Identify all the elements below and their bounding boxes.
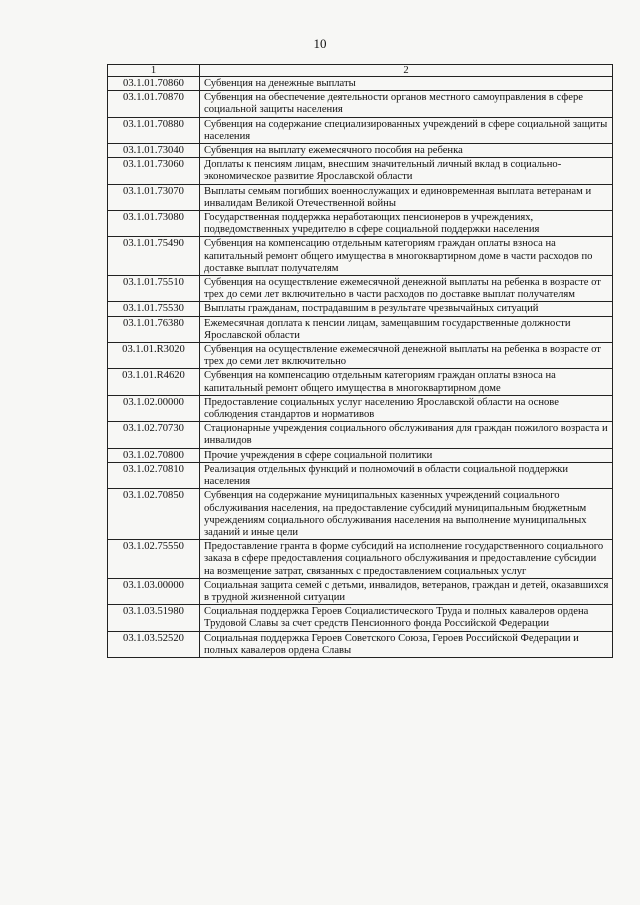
- table-row: [108, 489, 613, 540]
- table-row: [108, 276, 613, 302]
- row-code: 03.1.01.75530: [108, 302, 200, 316]
- row-code: 03.1.02.75550: [108, 540, 200, 579]
- table-row: [108, 540, 613, 579]
- table-row: [108, 462, 613, 488]
- row-description: Субвенция на осуществление ежемесячной денежной выплаты на ребенка в возрасте от трех до семи лет включительно в части расходов по доставке выплат получателям: [200, 276, 613, 302]
- row-code: 03.1.01.70860: [108, 77, 200, 91]
- column-header-code: 1: [108, 65, 200, 77]
- row-description: Субвенция на осуществление ежемесячной денежной выплаты на ребенка в возрасте от трех до семи лет включительно: [200, 343, 613, 369]
- table-row: [108, 144, 613, 158]
- row-code: 03.1.01.R3020: [108, 343, 200, 369]
- page-number: 10: [313, 36, 327, 51]
- table-row: [108, 117, 613, 143]
- row-description: Субвенция на обеспечение деятельности органов местного самоуправления в сфере социальной защиты населения: [200, 91, 613, 117]
- row-description: Стационарные учреждения социального обслуживания для граждан пожилого возраста и инвалидов: [200, 422, 613, 448]
- table-row: [108, 578, 613, 604]
- row-description: Предоставление социальных услуг населению Ярославской области на основе соблюдения стандартов и нормативов: [200, 395, 613, 421]
- row-code: 03.1.01.70880: [108, 117, 200, 143]
- row-description: Доплаты к пенсиям лицам, внесшим значительный личный вклад в социально-экономическое развитие Ярославской области: [200, 158, 613, 184]
- table-row: [108, 448, 613, 462]
- row-code: 03.1.02.70800: [108, 448, 200, 462]
- row-description: Социальная поддержка Героев Советского Союза, Героев Российской Федерации и полных кавалеров ордена Славы: [200, 631, 613, 657]
- row-code: 03.1.01.76380: [108, 316, 200, 342]
- row-code: 03.1.02.00000: [108, 395, 200, 421]
- table-row: [108, 395, 613, 421]
- table-row: [108, 422, 613, 448]
- row-code: 03.1.02.70850: [108, 489, 200, 540]
- row-code: 03.1.01.73080: [108, 211, 200, 237]
- row-code: 03.1.01.70870: [108, 91, 200, 117]
- row-description: Субвенция на содержание муниципальных казенных учреждений социального обслуживания населения, на предоставление субсидий муниципальным бюджетным учреждениям социального обслуживания населения на выполнение муниципальных заданий и иные цели: [200, 489, 613, 540]
- row-description: Субвенция на выплату ежемесячного пособия на ребенка: [200, 144, 613, 158]
- table-row: [108, 316, 613, 342]
- table-row: [108, 77, 613, 91]
- row-description: Социальная защита семей с детьми, инвалидов, ветеранов, граждан и детей, оказавшихся в трудной жизненной ситуации: [200, 578, 613, 604]
- row-code: 03.1.01.75510: [108, 276, 200, 302]
- table-row: [108, 302, 613, 316]
- row-description: Субвенция на содержание специализированных учреждений в сфере социальной защиты населения: [200, 117, 613, 143]
- table-header-row: [108, 65, 613, 77]
- budget-classification-table: [107, 64, 613, 658]
- table-row: [108, 605, 613, 631]
- row-code: 03.1.01.73040: [108, 144, 200, 158]
- row-description: Субвенция на денежные выплаты: [200, 77, 613, 91]
- row-description: Реализация отдельных функций и полномочий в области социальной поддержки населения: [200, 462, 613, 488]
- row-code: 03.1.01.R4620: [108, 369, 200, 395]
- row-description: Выплаты гражданам, пострадавшим в результате чрезвычайных ситуаций: [200, 302, 613, 316]
- table-row: [108, 91, 613, 117]
- row-description: Субвенция на компенсацию отдельным категориям граждан оплаты взноса на капитальный ремонт общего имущества в многоквартирном доме: [200, 369, 613, 395]
- table-row: [108, 184, 613, 210]
- row-code: 03.1.03.51980: [108, 605, 200, 631]
- row-code: 03.1.03.00000: [108, 578, 200, 604]
- row-description: Прочие учреждения в сфере социальной политики: [200, 448, 613, 462]
- table-row: [108, 158, 613, 184]
- row-code: 03.1.02.70730: [108, 422, 200, 448]
- row-description: Субвенция на компенсацию отдельным категориям граждан оплаты взноса на капитальный ремонт общего имущества в многоквартирном доме в части расходов по доставке выплат получателям: [200, 237, 613, 276]
- table-row: [108, 237, 613, 276]
- row-description: Выплаты семьям погибших военнослужащих и единовременная выплата ветеранам и инвалидам Великой Отечественной войны: [200, 184, 613, 210]
- column-header-description: 2: [200, 65, 613, 77]
- row-code: 03.1.03.52520: [108, 631, 200, 657]
- table-row: [108, 211, 613, 237]
- row-description: Социальная поддержка Героев Социалистического Труда и полных кавалеров ордена Трудовой Славы за счет средств Пенсионного фонда Российской Федерации: [200, 605, 613, 631]
- table-row: [108, 631, 613, 657]
- row-code: 03.1.02.70810: [108, 462, 200, 488]
- row-description: Предоставление гранта в форме субсидий на исполнение государственного социального заказа в сфере предоставления социального обслуживания и предоставление субсидии на возмещение затрат, связанных с предоставлением социальных услуг: [200, 540, 613, 579]
- table-row: [108, 369, 613, 395]
- row-code: 03.1.01.73060: [108, 158, 200, 184]
- row-code: 03.1.01.73070: [108, 184, 200, 210]
- row-description: Ежемесячная доплата к пенсии лицам, замещавшим государственные должности Ярославской области: [200, 316, 613, 342]
- table-row: [108, 343, 613, 369]
- row-code: 03.1.01.75490: [108, 237, 200, 276]
- row-description: Государственная поддержка неработающих пенсионеров в учреждениях, подведомственных учредителю в сфере социальной поддержки населения: [200, 211, 613, 237]
